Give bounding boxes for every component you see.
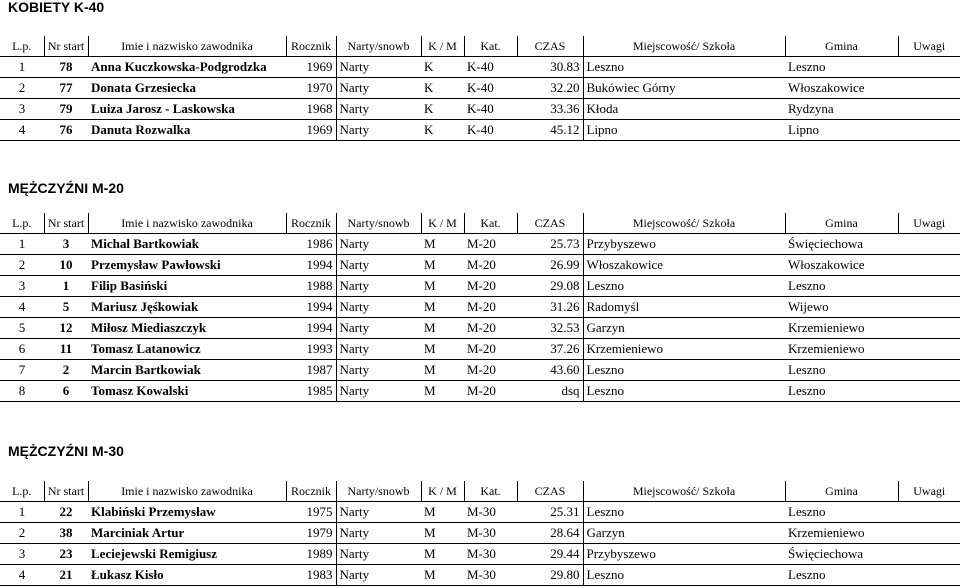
name-cell: Przemysław Pawłowski bbox=[88, 255, 286, 276]
gmina-cell: Krzemieniewo bbox=[785, 318, 898, 339]
year-cell: 1968 bbox=[286, 99, 336, 120]
header-notes: Uwagi bbox=[898, 481, 960, 502]
start-number-cell: 6 bbox=[44, 381, 88, 402]
equipment-cell: Narty bbox=[336, 255, 421, 276]
lp-cell: 3 bbox=[0, 276, 44, 297]
year-cell: 1969 bbox=[286, 120, 336, 141]
time-cell: 37.26 bbox=[517, 339, 583, 360]
gmina-cell: Włoszakowice bbox=[785, 255, 898, 276]
name-cell: Anna Kuczkowska-Podgrodzka bbox=[88, 57, 286, 78]
gmina-cell: Leszno bbox=[785, 360, 898, 381]
gmina-cell: Święciechowa bbox=[785, 234, 898, 255]
results-table-k40 bbox=[0, 36, 960, 141]
town-cell: Przybyszewo bbox=[583, 544, 785, 565]
start-number-cell: 1 bbox=[44, 276, 88, 297]
section-title-m20: MĘŻCZYŹNI M-20 bbox=[8, 180, 124, 196]
year-cell: 1975 bbox=[286, 502, 336, 523]
category-cell: M-20 bbox=[464, 255, 517, 276]
town-cell: Garzyn bbox=[583, 523, 785, 544]
header-gender: K / M bbox=[421, 481, 464, 502]
table-row bbox=[0, 234, 960, 255]
town-cell: Radomyśl bbox=[583, 297, 785, 318]
name-cell: Danuta Rozwalka bbox=[88, 120, 286, 141]
notes-cell bbox=[898, 544, 960, 565]
header-notes: Uwagi bbox=[898, 36, 960, 57]
gmina-cell: Lipno bbox=[785, 120, 898, 141]
table-row bbox=[0, 523, 960, 544]
gender-cell: K bbox=[421, 78, 464, 99]
header-year: Rocznik bbox=[286, 481, 336, 502]
notes-cell bbox=[898, 318, 960, 339]
year-cell: 1979 bbox=[286, 523, 336, 544]
lp-cell: 3 bbox=[0, 544, 44, 565]
town-cell: Leszno bbox=[583, 502, 785, 523]
year-cell: 1987 bbox=[286, 360, 336, 381]
header-category: Kat. bbox=[464, 213, 517, 234]
year-cell: 1986 bbox=[286, 234, 336, 255]
gender-cell: M bbox=[421, 523, 464, 544]
header-gender: K / M bbox=[421, 213, 464, 234]
gmina-cell: Włoszakowice bbox=[785, 78, 898, 99]
gender-cell: M bbox=[421, 502, 464, 523]
name-cell: Marciniak Artur bbox=[88, 523, 286, 544]
notes-cell bbox=[898, 234, 960, 255]
category-cell: M-30 bbox=[464, 523, 517, 544]
lp-cell: 7 bbox=[0, 360, 44, 381]
category-cell: M-20 bbox=[464, 318, 517, 339]
equipment-cell: Narty bbox=[336, 57, 421, 78]
header-category: Kat. bbox=[464, 481, 517, 502]
equipment-cell: Narty bbox=[336, 502, 421, 523]
equipment-cell: Narty bbox=[336, 78, 421, 99]
year-cell: 1988 bbox=[286, 276, 336, 297]
town-cell: Kłoda bbox=[583, 99, 785, 120]
equipment-cell: Narty bbox=[336, 297, 421, 318]
town-cell: Garzyn bbox=[583, 318, 785, 339]
header-equipment: Narty/snowb bbox=[336, 213, 421, 234]
header-equipment: Narty/snowb bbox=[336, 481, 421, 502]
lp-cell: 1 bbox=[0, 234, 44, 255]
header-name: Imie i nazwisko zawodnika bbox=[88, 36, 286, 57]
lp-cell: 4 bbox=[0, 297, 44, 318]
header-name: Imie i nazwisko zawodnika bbox=[88, 213, 286, 234]
notes-cell bbox=[898, 255, 960, 276]
table-row bbox=[0, 502, 960, 523]
header-category: Kat. bbox=[464, 36, 517, 57]
name-cell: Klabiński Przemysław bbox=[88, 502, 286, 523]
gender-cell: M bbox=[421, 381, 464, 402]
start-number-cell: 79 bbox=[44, 99, 88, 120]
notes-cell bbox=[898, 360, 960, 381]
header-town: Miejscowość/ Szkoła bbox=[583, 213, 785, 234]
lp-cell: 2 bbox=[0, 78, 44, 99]
gender-cell: K bbox=[421, 57, 464, 78]
header-lp: L.p. bbox=[0, 213, 44, 234]
equipment-cell: Narty bbox=[336, 544, 421, 565]
header-time: CZAS bbox=[517, 36, 583, 57]
start-number-cell: 12 bbox=[44, 318, 88, 339]
time-cell: 29.80 bbox=[517, 565, 583, 586]
lp-cell: 3 bbox=[0, 99, 44, 120]
time-cell: 30.83 bbox=[517, 57, 583, 78]
time-cell: 28.64 bbox=[517, 523, 583, 544]
table-header-row bbox=[0, 481, 960, 502]
start-number-cell: 3 bbox=[44, 234, 88, 255]
name-cell: Marcin Bartkowiak bbox=[88, 360, 286, 381]
gmina-cell: Krzemieniewo bbox=[785, 339, 898, 360]
lp-cell: 5 bbox=[0, 318, 44, 339]
notes-cell bbox=[898, 523, 960, 544]
category-cell: K-40 bbox=[464, 99, 517, 120]
start-number-cell: 5 bbox=[44, 297, 88, 318]
category-cell: M-20 bbox=[464, 297, 517, 318]
notes-cell bbox=[898, 381, 960, 402]
notes-cell bbox=[898, 57, 960, 78]
table-row bbox=[0, 276, 960, 297]
town-cell: Bukówiec Górny bbox=[583, 78, 785, 99]
equipment-cell: Narty bbox=[336, 381, 421, 402]
header-lp: L.p. bbox=[0, 36, 44, 57]
start-number-cell: 10 bbox=[44, 255, 88, 276]
table-row bbox=[0, 565, 960, 586]
notes-cell bbox=[898, 120, 960, 141]
equipment-cell: Narty bbox=[336, 339, 421, 360]
start-number-cell: 76 bbox=[44, 120, 88, 141]
name-cell: Tomasz Latanowicz bbox=[88, 339, 286, 360]
gender-cell: K bbox=[421, 99, 464, 120]
header-town: Miejscowość/ Szkoła bbox=[583, 36, 785, 57]
town-cell: Leszno bbox=[583, 565, 785, 586]
gender-cell: M bbox=[421, 234, 464, 255]
start-number-cell: 78 bbox=[44, 57, 88, 78]
equipment-cell: Narty bbox=[336, 234, 421, 255]
category-cell: K-40 bbox=[464, 57, 517, 78]
gmina-cell: Krzemieniewo bbox=[785, 523, 898, 544]
notes-cell bbox=[898, 297, 960, 318]
lp-cell: 2 bbox=[0, 523, 44, 544]
start-number-cell: 38 bbox=[44, 523, 88, 544]
header-start-number: Nr start bbox=[44, 481, 88, 502]
time-cell: 43.60 bbox=[517, 360, 583, 381]
gender-cell: M bbox=[421, 276, 464, 297]
category-cell: M-30 bbox=[464, 565, 517, 586]
gmina-cell: Rydzyna bbox=[785, 99, 898, 120]
name-cell: Tomasz Kowalski bbox=[88, 381, 286, 402]
year-cell: 1985 bbox=[286, 381, 336, 402]
results-table-m30 bbox=[0, 481, 960, 586]
notes-cell bbox=[898, 276, 960, 297]
equipment-cell: Narty bbox=[336, 276, 421, 297]
header-time: CZAS bbox=[517, 213, 583, 234]
name-cell: Donata Grzesiecka bbox=[88, 78, 286, 99]
table-row bbox=[0, 57, 960, 78]
header-start-number: Nr start bbox=[44, 36, 88, 57]
table-row bbox=[0, 318, 960, 339]
table-row bbox=[0, 297, 960, 318]
lp-cell: 1 bbox=[0, 502, 44, 523]
category-cell: K-40 bbox=[464, 78, 517, 99]
table-header-row bbox=[0, 213, 960, 234]
name-cell: Leciejewski Remigiusz bbox=[88, 544, 286, 565]
section-title-m30: MĘŻCZYŹNI M-30 bbox=[8, 443, 124, 459]
town-cell: Leszno bbox=[583, 381, 785, 402]
category-cell: M-30 bbox=[464, 502, 517, 523]
gmina-cell: Leszno bbox=[785, 276, 898, 297]
equipment-cell: Narty bbox=[336, 523, 421, 544]
notes-cell bbox=[898, 502, 960, 523]
category-cell: M-20 bbox=[464, 360, 517, 381]
lp-cell: 4 bbox=[0, 120, 44, 141]
gender-cell: M bbox=[421, 318, 464, 339]
time-cell: 25.73 bbox=[517, 234, 583, 255]
year-cell: 1994 bbox=[286, 318, 336, 339]
lp-cell: 1 bbox=[0, 57, 44, 78]
gmina-cell: Leszno bbox=[785, 565, 898, 586]
year-cell: 1994 bbox=[286, 297, 336, 318]
category-cell: M-20 bbox=[464, 234, 517, 255]
gender-cell: M bbox=[421, 565, 464, 586]
name-cell: Filip Basiński bbox=[88, 276, 286, 297]
lp-cell: 2 bbox=[0, 255, 44, 276]
town-cell: Leszno bbox=[583, 57, 785, 78]
table-row bbox=[0, 99, 960, 120]
header-year: Rocznik bbox=[286, 36, 336, 57]
town-cell: Lipno bbox=[583, 120, 785, 141]
table-row bbox=[0, 360, 960, 381]
header-name: Imie i nazwisko zawodnika bbox=[88, 481, 286, 502]
header-year: Rocznik bbox=[286, 213, 336, 234]
name-cell: Łukasz Kisło bbox=[88, 565, 286, 586]
gender-cell: M bbox=[421, 255, 464, 276]
year-cell: 1970 bbox=[286, 78, 336, 99]
time-cell: 33.36 bbox=[517, 99, 583, 120]
table-row bbox=[0, 339, 960, 360]
start-number-cell: 23 bbox=[44, 544, 88, 565]
gender-cell: M bbox=[421, 544, 464, 565]
category-cell: K-40 bbox=[464, 120, 517, 141]
year-cell: 1969 bbox=[286, 57, 336, 78]
year-cell: 1994 bbox=[286, 255, 336, 276]
notes-cell bbox=[898, 339, 960, 360]
start-number-cell: 2 bbox=[44, 360, 88, 381]
time-cell: 32.20 bbox=[517, 78, 583, 99]
time-cell: 29.08 bbox=[517, 276, 583, 297]
header-gmina: Gmina bbox=[785, 481, 898, 502]
gmina-cell: Wijewo bbox=[785, 297, 898, 318]
header-equipment: Narty/snowb bbox=[336, 36, 421, 57]
name-cell: Michal Bartkowiak bbox=[88, 234, 286, 255]
time-cell: 31.26 bbox=[517, 297, 583, 318]
gender-cell: M bbox=[421, 297, 464, 318]
year-cell: 1989 bbox=[286, 544, 336, 565]
gmina-cell: Leszno bbox=[785, 57, 898, 78]
lp-cell: 6 bbox=[0, 339, 44, 360]
gmina-cell: Święciechowa bbox=[785, 544, 898, 565]
time-cell: 32.53 bbox=[517, 318, 583, 339]
header-start-number: Nr start bbox=[44, 213, 88, 234]
notes-cell bbox=[898, 565, 960, 586]
gmina-cell: Leszno bbox=[785, 502, 898, 523]
start-number-cell: 21 bbox=[44, 565, 88, 586]
header-gender: K / M bbox=[421, 36, 464, 57]
notes-cell bbox=[898, 99, 960, 120]
header-gmina: Gmina bbox=[785, 36, 898, 57]
time-cell: 25.31 bbox=[517, 502, 583, 523]
town-cell: Przybyszewo bbox=[583, 234, 785, 255]
name-cell: Mariusz Jęśkowiak bbox=[88, 297, 286, 318]
town-cell: Krzemieniewo bbox=[583, 339, 785, 360]
category-cell: M-30 bbox=[464, 544, 517, 565]
header-time: CZAS bbox=[517, 481, 583, 502]
name-cell: Luiza Jarosz - Laskowska bbox=[88, 99, 286, 120]
equipment-cell: Narty bbox=[336, 565, 421, 586]
town-cell: Włoszakowice bbox=[583, 255, 785, 276]
category-cell: M-20 bbox=[464, 381, 517, 402]
year-cell: 1983 bbox=[286, 565, 336, 586]
lp-cell: 4 bbox=[0, 565, 44, 586]
equipment-cell: Narty bbox=[336, 120, 421, 141]
section-title-k40: KOBIETY K-40 bbox=[8, 0, 105, 15]
table-row bbox=[0, 120, 960, 141]
header-lp: L.p. bbox=[0, 481, 44, 502]
name-cell: Miłosz Miediaszczyk bbox=[88, 318, 286, 339]
year-cell: 1993 bbox=[286, 339, 336, 360]
equipment-cell: Narty bbox=[336, 360, 421, 381]
notes-cell bbox=[898, 78, 960, 99]
time-cell: 45.12 bbox=[517, 120, 583, 141]
lp-cell: 8 bbox=[0, 381, 44, 402]
gender-cell: M bbox=[421, 339, 464, 360]
start-number-cell: 77 bbox=[44, 78, 88, 99]
table-row bbox=[0, 544, 960, 565]
time-cell: 29.44 bbox=[517, 544, 583, 565]
town-cell: Leszno bbox=[583, 360, 785, 381]
table-row bbox=[0, 78, 960, 99]
start-number-cell: 11 bbox=[44, 339, 88, 360]
category-cell: M-20 bbox=[464, 339, 517, 360]
header-town: Miejscowość/ Szkoła bbox=[583, 481, 785, 502]
start-number-cell: 22 bbox=[44, 502, 88, 523]
time-cell: 26.99 bbox=[517, 255, 583, 276]
town-cell: Leszno bbox=[583, 276, 785, 297]
table-header-row bbox=[0, 36, 960, 57]
table-row bbox=[0, 255, 960, 276]
gmina-cell: Leszno bbox=[785, 381, 898, 402]
results-table-m20 bbox=[0, 213, 960, 402]
category-cell: M-20 bbox=[464, 276, 517, 297]
gender-cell: M bbox=[421, 360, 464, 381]
equipment-cell: Narty bbox=[336, 318, 421, 339]
header-gmina: Gmina bbox=[785, 213, 898, 234]
equipment-cell: Narty bbox=[336, 99, 421, 120]
table-row bbox=[0, 381, 960, 402]
gender-cell: K bbox=[421, 120, 464, 141]
time-cell: dsq bbox=[517, 381, 583, 402]
header-notes: Uwagi bbox=[898, 213, 960, 234]
